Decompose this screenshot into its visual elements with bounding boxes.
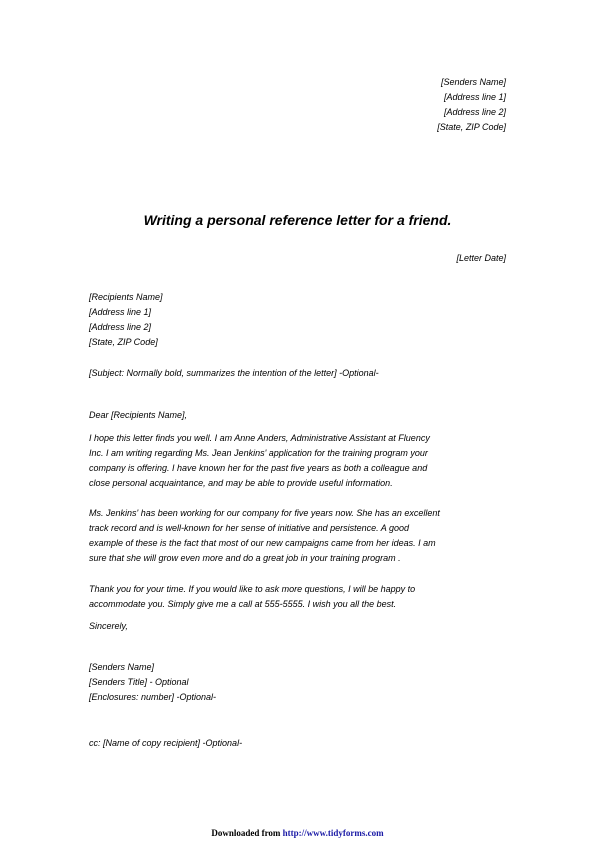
paragraph-line: company is offering. I have known her for the past five years as both a colleague and bbox=[89, 463, 428, 473]
page-title: Writing a personal reference letter for a friend. bbox=[143, 212, 452, 228]
paragraph-line: track record and is well-known for her sense of initiative and persistence. A good bbox=[89, 523, 409, 533]
paragraph-line: example of these is the fact that most of our new campaigns came from her ideas. I am bbox=[89, 538, 436, 548]
signature-title: [Senders Title] - Optional bbox=[89, 677, 189, 687]
paragraph-line: sure that she will grow even more and do a great job in your training program . bbox=[89, 553, 401, 563]
paragraph-line: Inc. I am writing regarding Ms. Jean Jenkins' application for the training program your bbox=[89, 448, 428, 458]
footer-prefix: Downloaded from bbox=[211, 828, 283, 838]
body-paragraph-2 bbox=[89, 506, 507, 566]
salutation: Dear [Recipients Name], bbox=[89, 410, 188, 420]
recipient-name: [Recipients Name] bbox=[89, 292, 163, 302]
closing: Sincerely, bbox=[89, 621, 128, 631]
sender-address-block bbox=[437, 75, 506, 135]
recipient-state-zip: [State, ZIP Code] bbox=[89, 337, 158, 347]
sender-name: [Senders Name] bbox=[440, 77, 506, 87]
body-paragraph-1 bbox=[89, 431, 507, 491]
subject-line: [Subject: Normally bold, summarizes the intention of the letter] -Optional- bbox=[89, 368, 379, 378]
paragraph-line: I hope this letter finds you well. I am Anne Anders, Administrative Assistant at Fluency bbox=[89, 433, 430, 443]
recipient-address-line-2: [Address line 2] bbox=[89, 322, 152, 332]
recipient-address-block bbox=[89, 290, 163, 350]
download-footer bbox=[0, 827, 595, 839]
signature-name: [Senders Name] bbox=[89, 662, 155, 672]
sender-address-line-1: [Address line 1] bbox=[443, 92, 506, 102]
letter-date: [Letter Date] bbox=[456, 253, 506, 263]
paragraph-line: Thank you for your time. If you would like to ask more questions, I will be happy to bbox=[89, 584, 416, 594]
paragraph-line: Ms. Jenkins' has been working for our company for five years now. She has an excellent bbox=[89, 508, 440, 518]
paragraph-line: close personal acquaintance, and may be able to provide useful information. bbox=[89, 478, 393, 488]
paragraph-line: accommodate you. Simply give me a call at 555-5555. I wish you all the best. bbox=[89, 599, 397, 609]
footer-link[interactable]: http://www.tidyforms.com bbox=[282, 828, 384, 838]
cc-line: cc: [Name of copy recipient] -Optional- bbox=[89, 738, 243, 748]
signature-enclosures: [Enclosures: number] -Optional- bbox=[89, 692, 217, 702]
sender-address-line-2: [Address line 2] bbox=[443, 107, 506, 117]
signature-block bbox=[89, 660, 216, 705]
sender-state-zip: [State, ZIP Code] bbox=[437, 122, 506, 132]
body-paragraph-3 bbox=[89, 582, 507, 612]
recipient-address-line-1: [Address line 1] bbox=[89, 307, 152, 317]
